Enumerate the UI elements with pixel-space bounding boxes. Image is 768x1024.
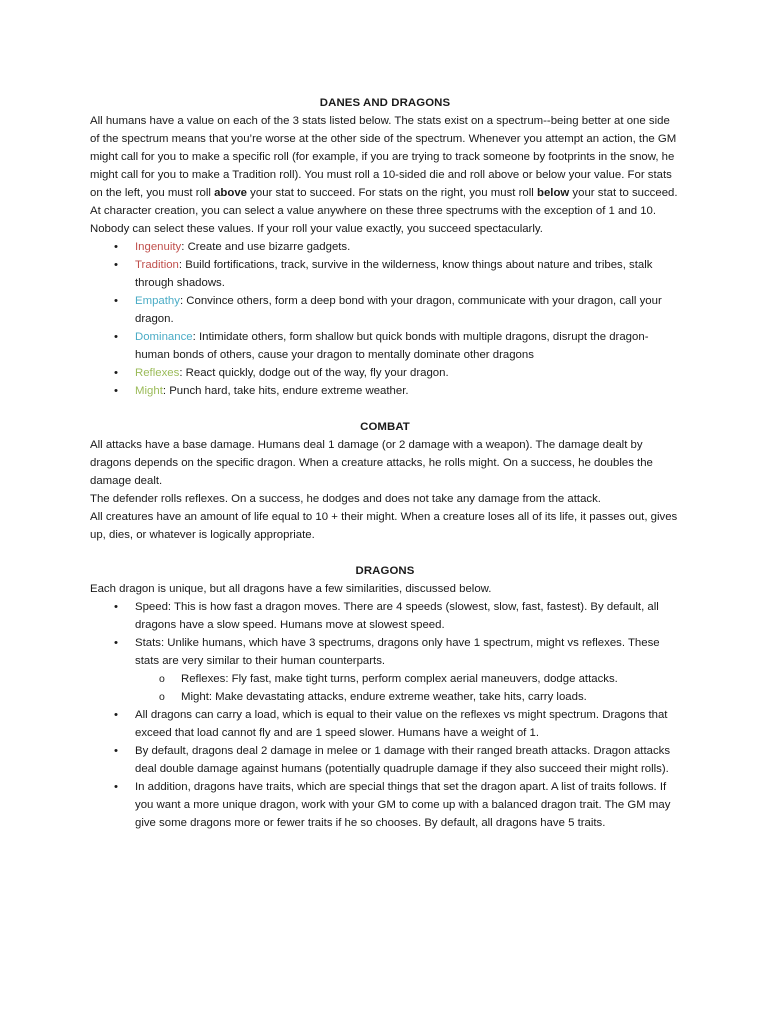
sub-list-item: o Might: Make devastating attacks, endure extreme weather, take hits, carry loads. [135, 688, 680, 706]
stat-desc: : Convince others, form a deep bond with your dragon, communicate with your dragon, call your dragon. [135, 295, 662, 325]
combat-paragraph-1: All attacks have a base damage. Humans deal 1 damage (or 2 damage with a weapon). The damage dealt by dragons depends on the specific dragon. When a creature attacks, he rolls might. On a success, he doubles the damage dealt. [90, 439, 653, 487]
stat-name-ingenuity: Ingenuity [135, 241, 182, 253]
stat-desc: : React quickly, dodge out of the way, fly your dragon. [179, 367, 449, 379]
intro-text-3: your stat to succeed. At character creation, you can select a value anywhere on these three spectrums with the exception of 1 and 10. Nobody can select these values. If your roll your value exactly, you succeed spectacularly. [90, 187, 678, 235]
stat-desc: : Create and use bizarre gadgets. [181, 241, 351, 253]
spacer [90, 544, 680, 562]
stat-name-tradition: Tradition [135, 259, 179, 271]
stat-name-might: Might [135, 385, 163, 397]
section-heading-dragons: DRAGONS [355, 565, 415, 577]
stat-desc: : Intimidate others, form shallow but quick bonds with multiple dragons, disrupt the dragon-human bonds of others, cause your dragon to mentally dominate other dragons [135, 331, 649, 361]
list-item [90, 238, 680, 256]
dragons-intro: Each dragon is unique, but all dragons have a few similarities, discussed below. [90, 583, 492, 595]
combat-paragraph-2: The defender rolls reflexes. On a success, he dodges and does not take any damage from the attack. [90, 493, 601, 505]
list-item-text: Stats: Unlike humans, which have 3 spectrums, dragons only have 1 spectrum, might vs reflexes. These stats are very similar to their human counterparts. [135, 637, 660, 667]
list-item: • All dragons can carry a load, which is equal to their value on the reflexes vs might spectrum. Dragons that exceed that load cannot fly and are 1 speed slower. Humans have a weight of 1. [90, 706, 680, 742]
list-item: • Speed: This is how fast a dragon moves. There are 4 speeds (slowest, slow, fast, fastest). By default, all dragons have a slow speed. Humans move at slowest speed. [90, 598, 680, 634]
list-item [90, 634, 680, 706]
sub-list-item: o Reflexes: Fly fast, make tight turns, perform complex aerial maneuvers, dodge attacks. [135, 670, 680, 688]
combat-paragraph-3: All creatures have an amount of life equal to 10 + their might. When a creature loses all of its life, it passes out, gives up, dies, or whatever is logically appropriate. [90, 511, 678, 541]
stat-name-reflexes: Reflexes [135, 367, 180, 379]
dragon-traits-list [90, 598, 680, 832]
intro-paragraph [90, 112, 680, 238]
intro-emphasis-below: below [536, 187, 570, 199]
list-item [90, 328, 680, 364]
dragon-stats-sublist [135, 670, 680, 706]
list-item [90, 364, 680, 382]
list-item: • In addition, dragons have traits, which are special things that set the dragon apart. A list of traits follows. If you want a more unique dragon, work with your GM to come up with a balanced dragon trait. The GM may give some dragons more or fewer traits if he so chooses. By default, all dragons have 5 traits. [90, 778, 680, 832]
section-heading-combat: COMBAT [360, 421, 410, 433]
list-item: • By default, dragons deal 2 damage in melee or 1 damage with their ranged breath attacks. Dragon attacks deal double damage against humans (potentially quadruple damage if they also succeed their might rolls). [90, 742, 680, 778]
document-body [90, 94, 680, 832]
stats-list [90, 238, 680, 400]
stat-desc: : Build fortifications, track, survive in the wilderness, know things about nature and tribes, stalk through shadows. [135, 259, 653, 289]
list-item [90, 382, 680, 400]
section-heading-danes: DANES AND DRAGONS [319, 97, 451, 109]
list-item [90, 292, 680, 328]
spacer [90, 400, 680, 418]
intro-text-1: All humans have a value on each of the 3 stats listed below. The stats exist on a spectrum--being better at one side of the spectrum means that you’re worse at the other side of the spectrum. Whenever you attempt an action, the GM might call for you to make a specific roll (for example, if you are trying to track someone by footprints in the snow, he might call for you to make a Tradition roll). You must roll a 10-sided die and roll above or below your value. For stats on the left, you must roll [90, 115, 677, 199]
list-item [90, 256, 680, 292]
intro-text-2: your stat to succeed. For stats on the right, you must roll [247, 187, 537, 199]
stat-desc: : Punch hard, take hits, endure extreme weather. [162, 385, 409, 397]
intro-emphasis-above: above [214, 187, 248, 199]
stat-name-dominance: Dominance [135, 331, 193, 343]
stat-name-empathy: Empathy [135, 295, 180, 307]
